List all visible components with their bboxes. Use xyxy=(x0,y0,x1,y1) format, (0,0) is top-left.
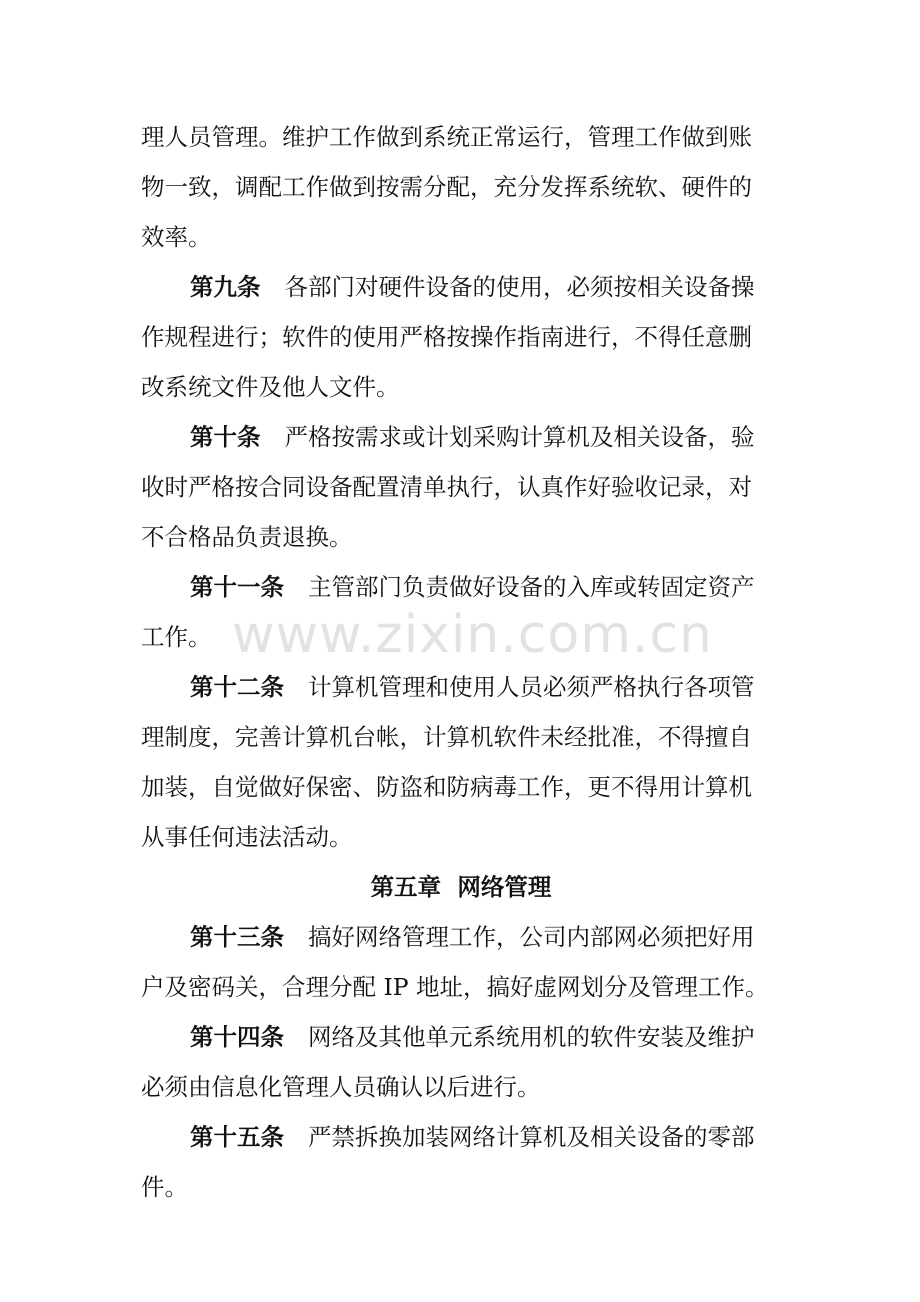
text-line: 加装，自觉做好保密、防盗和防病毒工作，更不得用计算机 xyxy=(141,773,752,801)
text-line: 必须由信息化管理人员确认以后进行。 xyxy=(141,1073,541,1101)
article-10 xyxy=(141,412,781,562)
article-11 xyxy=(141,562,781,662)
article-number: 第十条 xyxy=(190,423,261,451)
paragraph-continuation xyxy=(141,112,781,262)
article-number: 第十五条 xyxy=(190,1123,284,1151)
article-9 xyxy=(141,262,781,412)
text-line: 从事任何违法活动。 xyxy=(141,823,353,851)
text-line: 严禁拆换加装网络计算机及相关设备的零部 xyxy=(308,1123,755,1151)
article-first-line xyxy=(141,412,781,462)
article-first-line xyxy=(141,912,781,962)
article-first-line xyxy=(141,1012,781,1062)
article-number: 第九条 xyxy=(190,273,261,301)
article-number: 第十三条 xyxy=(190,923,284,951)
article-first-line xyxy=(141,662,781,712)
article-13 xyxy=(141,912,781,1012)
article-number: 第十四条 xyxy=(190,1023,284,1051)
article-first-line xyxy=(141,262,781,312)
article-12 xyxy=(141,662,781,862)
article-number: 第十二条 xyxy=(190,673,284,701)
text-line: 改系统文件及他人文件。 xyxy=(141,373,400,401)
text-line: 理制度，完善计算机台帐，计算机软件未经批准，不得擅自 xyxy=(141,723,752,751)
text-line: 件。 xyxy=(141,1173,188,1201)
text-line: 主管部门负责做好设备的入库或转固定资产 xyxy=(308,573,755,601)
text-line: 户及密码关，合理分配 IP 地址，搞好虚网划分及管理工作。 xyxy=(141,973,769,1001)
text-line: 效率。 xyxy=(141,223,212,251)
text-line: 工作。 xyxy=(141,623,212,651)
article-15 xyxy=(141,1112,781,1212)
text-line: 物一致，调配工作做到按需分配，充分发挥系统软、硬件的 xyxy=(141,173,752,201)
text-line: 作规程进行；软件的使用严格按操作指南进行，不得任意删 xyxy=(141,323,752,351)
text-line: 各部门对硬件设备的使用，必须按相关设备操 xyxy=(284,273,755,301)
watermark-text: www.zixin.com.cn xyxy=(232,605,713,665)
text-line: 理人员管理。维护工作做到系统正常运行，管理工作做到账 xyxy=(141,123,752,151)
article-number: 第十一条 xyxy=(190,573,284,601)
text-line: 不合格品负责退换。 xyxy=(141,523,353,551)
document-body xyxy=(141,112,781,1212)
chapter-title: 第五章 网络管理 xyxy=(370,873,552,901)
text-line: 计算机管理和使用人员必须严格执行各项管 xyxy=(308,673,755,701)
article-first-line xyxy=(141,1112,781,1162)
article-14 xyxy=(141,1012,781,1112)
text-line: 网络及其他单元系统用机的软件安装及维护 xyxy=(308,1023,755,1051)
text-line: 搞好网络管理工作，公司内部网必须把好用 xyxy=(308,923,755,951)
text-line: 收时严格按合同设备配置清单执行，认真作好验收记录，对 xyxy=(141,473,752,501)
article-first-line xyxy=(141,562,781,612)
text-line: 严格按需求或计划采购计算机及相关设备，验 xyxy=(284,423,755,451)
